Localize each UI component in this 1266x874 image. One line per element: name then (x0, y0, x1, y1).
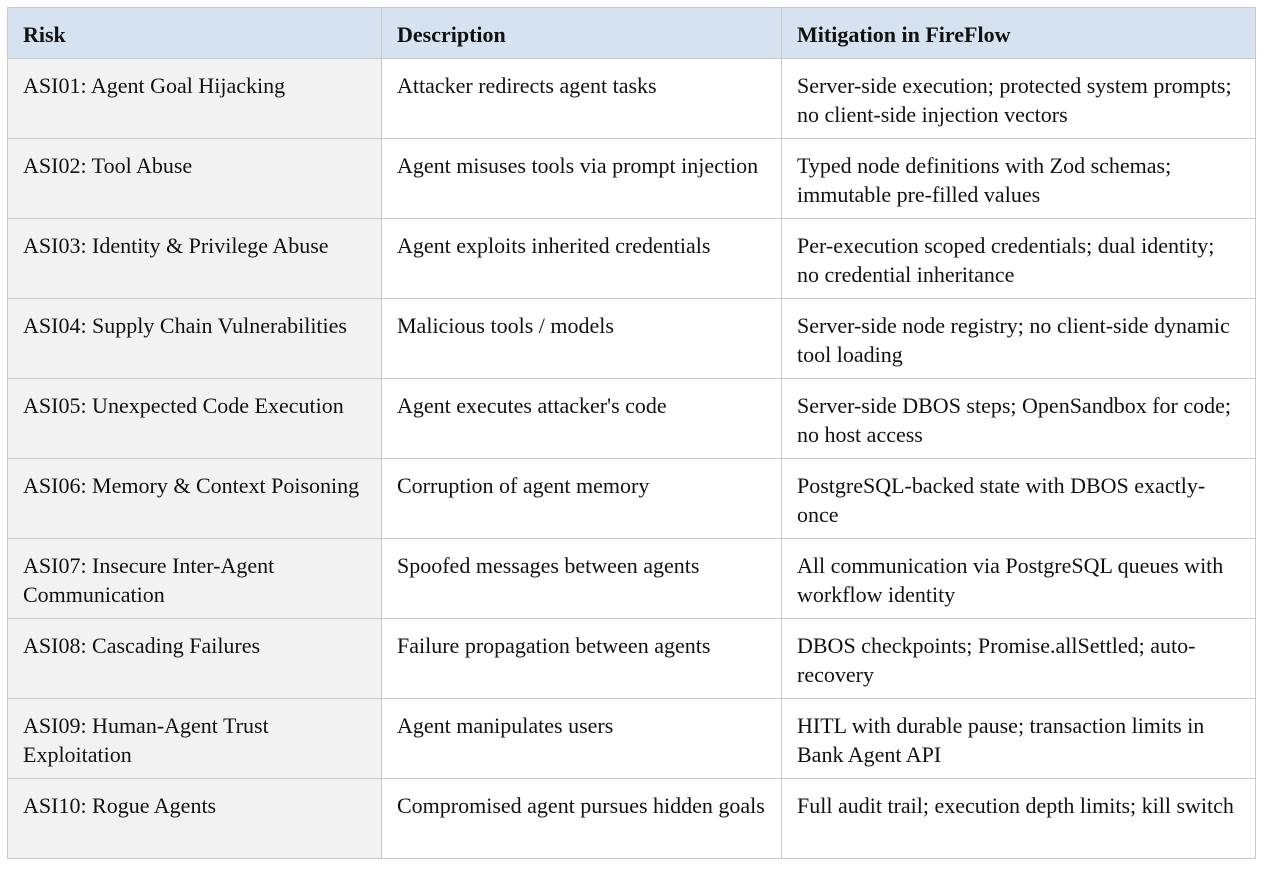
risk-cell: ASI06: Memory & Context Poisoning (8, 459, 382, 539)
risk-cell: ASI08: Cascading Failures (8, 619, 382, 699)
table-row (8, 59, 1256, 139)
header-risk: Risk (8, 8, 382, 59)
table-row (8, 539, 1256, 619)
risk-cell: ASI04: Supply Chain Vulnerabilities (8, 299, 382, 379)
mitigation-cell: DBOS checkpoints; Promise.allSettled; auto-recovery (782, 619, 1256, 699)
risk-cell: ASI03: Identity & Privilege Abuse (8, 219, 382, 299)
description-cell: Compromised agent pursues hidden goals (382, 779, 782, 859)
mitigation-cell: Typed node definitions with Zod schemas; immutable pre-filled values (782, 139, 1256, 219)
table-row (8, 779, 1256, 859)
description-cell: Attacker redirects agent tasks (382, 59, 782, 139)
table-row (8, 619, 1256, 699)
table-row (8, 379, 1256, 459)
table-row (8, 139, 1256, 219)
risk-cell: ASI09: Human-Agent Trust Exploitation (8, 699, 382, 779)
description-cell: Malicious tools / models (382, 299, 782, 379)
table-header-row (8, 8, 1256, 59)
header-description: Description (382, 8, 782, 59)
risk-mitigation-table (7, 7, 1256, 859)
description-cell: Failure propagation between agents (382, 619, 782, 699)
risk-cell: ASI05: Unexpected Code Execution (8, 379, 382, 459)
table-row (8, 459, 1256, 539)
mitigation-cell: HITL with durable pause; transaction limits in Bank Agent API (782, 699, 1256, 779)
mitigation-cell: Server-side node registry; no client-side dynamic tool loading (782, 299, 1256, 379)
risk-cell: ASI07: Insecure Inter-Agent Communication (8, 539, 382, 619)
description-cell: Agent manipulates users (382, 699, 782, 779)
mitigation-cell: Server-side DBOS steps; OpenSandbox for code; no host access (782, 379, 1256, 459)
description-cell: Agent misuses tools via prompt injection (382, 139, 782, 219)
description-cell: Agent exploits inherited credentials (382, 219, 782, 299)
mitigation-cell: PostgreSQL-backed state with DBOS exactly-once (782, 459, 1256, 539)
risk-cell: ASI01: Agent Goal Hijacking (8, 59, 382, 139)
description-cell: Corruption of agent memory (382, 459, 782, 539)
description-cell: Agent executes attacker's code (382, 379, 782, 459)
table-row (8, 699, 1256, 779)
risk-cell: ASI02: Tool Abuse (8, 139, 382, 219)
mitigation-cell: Server-side execution; protected system prompts; no client-side injection vectors (782, 59, 1256, 139)
header-mitigation: Mitigation in FireFlow (782, 8, 1256, 59)
description-cell: Spoofed messages between agents (382, 539, 782, 619)
mitigation-cell: Per-execution scoped credentials; dual identity; no credential inheritance (782, 219, 1256, 299)
table-row (8, 219, 1256, 299)
risk-cell: ASI10: Rogue Agents (8, 779, 382, 859)
mitigation-cell: Full audit trail; execution depth limits; kill switch (782, 779, 1256, 859)
mitigation-cell: All communication via PostgreSQL queues with workflow identity (782, 539, 1256, 619)
table-row (8, 299, 1256, 379)
